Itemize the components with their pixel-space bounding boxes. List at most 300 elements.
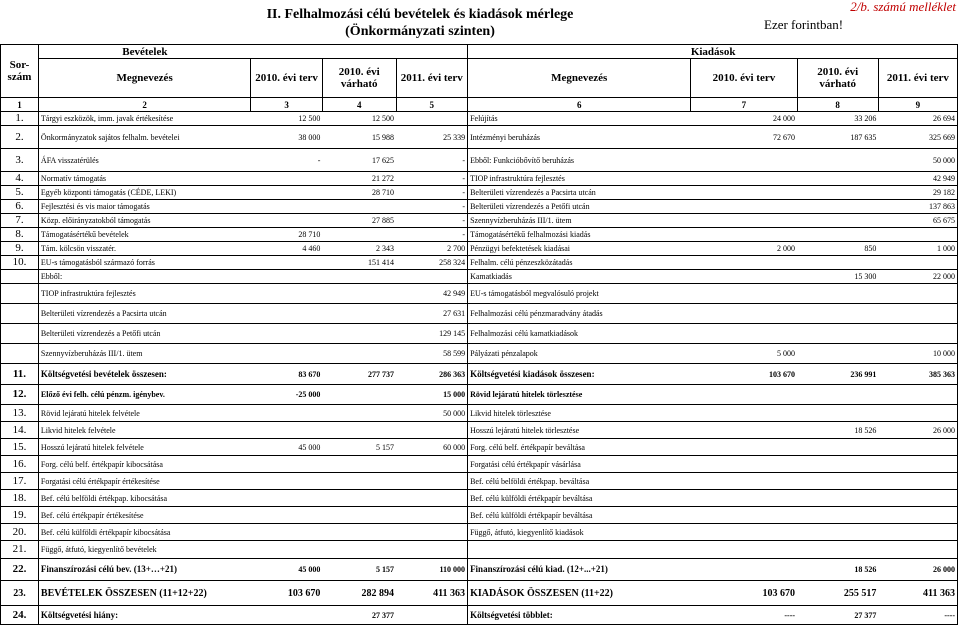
expense-label: Rövid lejáratú hitelek törlesztése	[468, 385, 691, 405]
revenue-plan-2010	[251, 256, 323, 270]
revenue-plan-2011: 60 000	[396, 439, 468, 456]
expense-plan-2010	[691, 324, 797, 344]
revenue-label: Közp. előirányzatokból támogatás	[38, 214, 250, 228]
revenue-plan-2011: 42 949	[396, 284, 468, 304]
revenue-plan-2010: 45 000	[251, 439, 323, 456]
revenue-expected-2010	[322, 304, 396, 324]
expense-label: Pénzügyi befektetések kiadásai	[468, 242, 691, 256]
row-number: 12.	[1, 385, 39, 405]
revenue-plan-2010	[251, 270, 323, 284]
expense-expected-2010	[797, 344, 878, 364]
row-number: 2.	[1, 126, 39, 149]
table-row	[1, 270, 958, 284]
table-row	[1, 439, 958, 456]
revenue-label: Bef. célú külföldi értékpapír kibocsátása	[38, 524, 250, 541]
table-row	[1, 242, 958, 256]
table-row	[1, 456, 958, 473]
revenue-label: Bef. célú értékpapír értékesítése	[38, 507, 250, 524]
expense-expected-2010	[797, 149, 878, 172]
col-index: 4	[322, 98, 396, 112]
expense-label: EU-s támogatásból megvalósuló projekt	[468, 284, 691, 304]
expense-plan-2011	[878, 256, 957, 270]
revenue-expected-2010: 12 500	[322, 112, 396, 126]
expense-plan-2010: 103 670	[691, 581, 797, 606]
expense-expected-2010	[797, 385, 878, 405]
revenue-label: Szennyvízberuházás III/1. ütem	[38, 344, 250, 364]
expense-plan-2011	[878, 490, 957, 507]
revenue-label: Támogatásértékű bevételek	[38, 228, 250, 242]
table-row	[1, 228, 958, 242]
expense-label: Szennyvízberuházás III/1. ütem	[468, 214, 691, 228]
table-row	[1, 304, 958, 324]
expense-plan-2010	[691, 405, 797, 422]
revenue-expected-2010	[322, 541, 396, 559]
revenue-plan-2011: 58 599	[396, 344, 468, 364]
expense-label: Intézményi beruházás	[468, 126, 691, 149]
revenue-plan-2010	[251, 186, 323, 200]
expense-label: Hosszú lejáratú hitelek törlesztése	[468, 422, 691, 439]
revenue-plan-2010	[251, 304, 323, 324]
revenue-plan-2011	[396, 270, 468, 284]
row-number: 22.	[1, 559, 39, 581]
revenue-expected-2010: 27 377	[322, 606, 396, 625]
revenue-label: TIOP infrastruktúra fejlesztés	[38, 284, 250, 304]
revenue-plan-2011: 2 700	[396, 242, 468, 256]
revenue-label: Rövid lejáratú hitelek felvétele	[38, 405, 250, 422]
expense-label: Költségvetési többlet:	[468, 606, 691, 625]
revenue-plan-2010	[251, 507, 323, 524]
revenue-label: Önkormányzatok sajátos felhalm. bevételei	[38, 126, 250, 149]
revenue-label: Belterületi vízrendezés a Pacsirta utcán	[38, 304, 250, 324]
revenue-expected-2010	[322, 524, 396, 541]
col-index: 8	[797, 98, 878, 112]
expense-plan-2011: 10 000	[878, 344, 957, 364]
revenue-label: BEVÉTELEK ÖSSZESEN (11+12+22)	[38, 581, 250, 606]
revenue-label: Normatív támogatás	[38, 172, 250, 186]
revenue-expected-2010	[322, 385, 396, 405]
revenue-plan-2010	[251, 606, 323, 625]
expense-expected-2010	[797, 439, 878, 456]
expense-plan-2011: 385 363	[878, 364, 957, 385]
expense-plan-2011: ----	[878, 606, 957, 625]
row-number: 7.	[1, 214, 39, 228]
expense-label: Kamatkiadás	[468, 270, 691, 284]
expense-expected-2010	[797, 284, 878, 304]
row-number: 1.	[1, 112, 39, 126]
revenue-label: Fejlesztési és vis maior támogatás	[38, 200, 250, 214]
revenue-expected-2010	[322, 507, 396, 524]
revenue-plan-2010	[251, 541, 323, 559]
rev-plan2010-header: 2010. évi terv	[251, 59, 323, 98]
revenue-expected-2010: 27 885	[322, 214, 396, 228]
expense-name-header: Megnevezés	[468, 59, 691, 98]
revenue-expected-2010	[322, 405, 396, 422]
revenue-expected-2010	[322, 490, 396, 507]
expense-plan-2011: 137 863	[878, 200, 957, 214]
row-number: 21.	[1, 541, 39, 559]
table-row	[1, 364, 958, 385]
row-number	[1, 324, 39, 344]
expense-expected-2010: 15 300	[797, 270, 878, 284]
revenue-plan-2010: -25 000	[251, 385, 323, 405]
revenue-expected-2010: 5 157	[322, 559, 396, 581]
exp-plan2010-header: 2010. évi terv	[691, 59, 797, 98]
expense-plan-2011	[878, 456, 957, 473]
revenue-plan-2010: 12 500	[251, 112, 323, 126]
expense-label: Pályázati pénzalapok	[468, 344, 691, 364]
revenue-plan-2011: 258 324	[396, 256, 468, 270]
expense-expected-2010	[797, 456, 878, 473]
revenue-plan-2010: -	[251, 149, 323, 172]
expense-plan-2011	[878, 385, 957, 405]
title-line-1: II. Felhalmozási célú bevételek és kiadások mérlege	[266, 7, 574, 22]
expense-expected-2010	[797, 405, 878, 422]
revenue-plan-2010	[251, 214, 323, 228]
row-number	[1, 270, 39, 284]
revenue-expected-2010	[322, 344, 396, 364]
expense-plan-2011: 26 694	[878, 112, 957, 126]
expense-label: Felhalmozási célú pénzmaradvány átadás	[468, 304, 691, 324]
revenue-expected-2010: 5 157	[322, 439, 396, 456]
row-number: 8.	[1, 228, 39, 242]
expense-plan-2011	[878, 524, 957, 541]
revenue-name-header: Megnevezés	[38, 59, 250, 98]
expense-expected-2010	[797, 304, 878, 324]
expense-plan-2011	[878, 439, 957, 456]
revenue-expected-2010: 21 272	[322, 172, 396, 186]
revenue-plan-2011: 25 339	[396, 126, 468, 149]
revenue-label: Bef. célú belföldi értékpap. kibocsátása	[38, 490, 250, 507]
expense-expected-2010	[797, 186, 878, 200]
row-number: 14.	[1, 422, 39, 439]
revenue-plan-2011: 50 000	[396, 405, 468, 422]
row-number: 13.	[1, 405, 39, 422]
table-row	[1, 214, 958, 228]
revenue-expected-2010: 15 988	[322, 126, 396, 149]
expense-plan-2011: 65 675	[878, 214, 957, 228]
row-number: 5.	[1, 186, 39, 200]
expense-plan-2011: 29 182	[878, 186, 957, 200]
expense-expected-2010	[797, 473, 878, 490]
revenue-plan-2011	[396, 112, 468, 126]
expense-expected-2010	[797, 507, 878, 524]
expense-plan-2010: 103 670	[691, 364, 797, 385]
expense-plan-2010	[691, 507, 797, 524]
revenue-plan-2011: -	[396, 172, 468, 186]
revenue-plan-2011: -	[396, 228, 468, 242]
table-row	[1, 559, 958, 581]
expense-plan-2010	[691, 284, 797, 304]
revenue-plan-2011: -	[396, 186, 468, 200]
revenue-plan-2010	[251, 490, 323, 507]
expense-plan-2011: 411 363	[878, 581, 957, 606]
expense-plan-2010: 72 670	[691, 126, 797, 149]
table-row	[1, 581, 958, 606]
revenue-label: Tárgyi eszközök, imm. javak értékesítése	[38, 112, 250, 126]
expense-label: Bef. célú belföldi értékpap. beváltása	[468, 473, 691, 490]
expense-expected-2010	[797, 214, 878, 228]
table-row	[1, 126, 958, 149]
expense-plan-2010	[691, 439, 797, 456]
expense-plan-2011: 1 000	[878, 242, 957, 256]
revenue-plan-2010	[251, 524, 323, 541]
expense-plan-2010	[691, 149, 797, 172]
table-row	[1, 541, 958, 559]
revenue-label: Hosszú lejáratú hitelek felvétele	[38, 439, 250, 456]
row-number: 20.	[1, 524, 39, 541]
col-index: 5	[396, 98, 468, 112]
row-number: 24.	[1, 606, 39, 625]
table-row	[1, 186, 958, 200]
expense-expected-2010	[797, 228, 878, 242]
expense-plan-2011: 22 000	[878, 270, 957, 284]
expense-expected-2010: 850	[797, 242, 878, 256]
revenue-label: Költségvetési hiány:	[38, 606, 250, 625]
table-row	[1, 490, 958, 507]
expense-label	[468, 541, 691, 559]
row-number: 16.	[1, 456, 39, 473]
revenue-plan-2011	[396, 490, 468, 507]
table-row	[1, 284, 958, 304]
revenue-plan-2011	[396, 541, 468, 559]
expense-plan-2011: 325 669	[878, 126, 957, 149]
expense-plan-2010	[691, 456, 797, 473]
expense-label: Függő, átfutó, kiegyenlítő kiadások	[468, 524, 691, 541]
expense-plan-2010	[691, 524, 797, 541]
expense-label: Felhalmozási célú kamatkiadások	[468, 324, 691, 344]
row-number: 19.	[1, 507, 39, 524]
table-row	[1, 507, 958, 524]
expense-plan-2010	[691, 256, 797, 270]
expense-label: TIOP infrastruktúra fejlesztés	[468, 172, 691, 186]
revenue-expected-2010: 151 414	[322, 256, 396, 270]
expense-expected-2010: 255 517	[797, 581, 878, 606]
expense-expected-2010	[797, 324, 878, 344]
row-number: 17.	[1, 473, 39, 490]
table-row	[1, 344, 958, 364]
expense-plan-2010: ----	[691, 606, 797, 625]
revenue-group-header: Bevételek	[38, 45, 250, 59]
revenue-expected-2010: 17 625	[322, 149, 396, 172]
expense-plan-2011: 26 000	[878, 422, 957, 439]
revenue-label: Költségvetési bevételek összesen:	[38, 364, 250, 385]
revenue-plan-2011: 286 363	[396, 364, 468, 385]
table-row	[1, 149, 958, 172]
revenue-plan-2010: 103 670	[251, 581, 323, 606]
expense-plan-2010: 5 000	[691, 344, 797, 364]
col-index: 2	[38, 98, 250, 112]
expense-label: KIADÁSOK ÖSSZESEN (11+22)	[468, 581, 691, 606]
expense-plan-2010	[691, 186, 797, 200]
revenue-label: Likvid hitelek felvétele	[38, 422, 250, 439]
revenue-plan-2010	[251, 200, 323, 214]
table-row	[1, 524, 958, 541]
col-index: 7	[691, 98, 797, 112]
revenue-expected-2010: 28 710	[322, 186, 396, 200]
revenue-expected-2010	[322, 456, 396, 473]
row-number: 15.	[1, 439, 39, 456]
expense-expected-2010: 236 991	[797, 364, 878, 385]
revenue-label: Tám. kölcsön visszatér.	[38, 242, 250, 256]
row-number: 3.	[1, 149, 39, 172]
revenue-plan-2010	[251, 473, 323, 490]
revenue-plan-2011	[396, 606, 468, 625]
revenue-label: Belterületi vízrendezés a Petőfi utcán	[38, 324, 250, 344]
exp-plan2011-header: 2011. évi terv	[878, 59, 957, 98]
expense-plan-2010	[691, 214, 797, 228]
revenue-plan-2011: 15 000	[396, 385, 468, 405]
document-title	[200, 6, 640, 40]
seq-header: Sor-szám	[1, 45, 39, 98]
rev-exp2010-header: 2010. évi várható	[322, 59, 396, 98]
revenue-plan-2010: 28 710	[251, 228, 323, 242]
revenue-plan-2010: 45 000	[251, 559, 323, 581]
expense-label: Likvid hitelek törlesztése	[468, 405, 691, 422]
expense-label: Forg. célú belf. értékpapír beváltása	[468, 439, 691, 456]
revenue-plan-2010	[251, 284, 323, 304]
expense-expected-2010	[797, 524, 878, 541]
revenue-label: Függő, átfutó, kiegyenlítő bevételek	[38, 541, 250, 559]
revenue-plan-2011	[396, 456, 468, 473]
expense-plan-2011	[878, 473, 957, 490]
expense-plan-2010: 2 000	[691, 242, 797, 256]
revenue-label: Ebből:	[38, 270, 250, 284]
expense-expected-2010	[797, 541, 878, 559]
expense-plan-2010	[691, 304, 797, 324]
expense-plan-2010	[691, 270, 797, 284]
table-row	[1, 324, 958, 344]
revenue-plan-2010	[251, 405, 323, 422]
row-number: 11.	[1, 364, 39, 385]
expense-label: Felújítás	[468, 112, 691, 126]
expense-plan-2011	[878, 228, 957, 242]
expense-plan-2010: 24 000	[691, 112, 797, 126]
expense-label: Finanszírozási célú kiad. (12+...+21)	[468, 559, 691, 581]
row-number: 6.	[1, 200, 39, 214]
expense-plan-2011	[878, 304, 957, 324]
revenue-plan-2010	[251, 324, 323, 344]
revenue-plan-2011: 110 000	[396, 559, 468, 581]
table-row	[1, 606, 958, 625]
revenue-label: Előző évi felh. célú pénzm. igénybev.	[38, 385, 250, 405]
expense-expected-2010: 18 526	[797, 559, 878, 581]
revenue-plan-2011	[396, 422, 468, 439]
revenue-plan-2010: 4 460	[251, 242, 323, 256]
expense-expected-2010	[797, 256, 878, 270]
expense-label: Forgatási célú értékpapír vásárlása	[468, 456, 691, 473]
balance-table	[0, 44, 958, 625]
table-row	[1, 405, 958, 422]
expense-plan-2010	[691, 172, 797, 186]
expense-plan-2010	[691, 490, 797, 507]
row-number: 10.	[1, 256, 39, 270]
col-index: 9	[878, 98, 957, 112]
expense-label: Bef. célú külföldi értékpapír beváltása	[468, 507, 691, 524]
expense-plan-2010	[691, 559, 797, 581]
revenue-expected-2010	[322, 324, 396, 344]
revenue-expected-2010	[322, 284, 396, 304]
revenue-label: Egyéb központi támogatás (CÉDE, LEKI)	[38, 186, 250, 200]
revenue-label: Forg. célú belf. értékpapír kibocsátása	[38, 456, 250, 473]
row-number: 4.	[1, 172, 39, 186]
revenue-plan-2010	[251, 456, 323, 473]
expense-plan-2010	[691, 422, 797, 439]
row-number	[1, 284, 39, 304]
revenue-plan-2011	[396, 524, 468, 541]
rev-plan2011-header: 2011. évi terv	[396, 59, 468, 98]
currency-note: Ezer forintban!	[764, 17, 844, 32]
revenue-expected-2010: 277 737	[322, 364, 396, 385]
expense-expected-2010	[797, 490, 878, 507]
revenue-plan-2010	[251, 344, 323, 364]
expense-label: Belterületi vízrendezés a Petőfi utcán	[468, 200, 691, 214]
expense-expected-2010: 187 635	[797, 126, 878, 149]
revenue-plan-2010	[251, 422, 323, 439]
table-row	[1, 385, 958, 405]
col-index: 1	[1, 98, 39, 112]
table-row	[1, 422, 958, 439]
table-row	[1, 473, 958, 490]
expense-expected-2010: 33 206	[797, 112, 878, 126]
revenue-expected-2010: 2 343	[322, 242, 396, 256]
revenue-label: Finanszírozási célú bev. (13+…+21)	[38, 559, 250, 581]
revenue-plan-2011: -	[396, 200, 468, 214]
expense-label: Felhalm. célú pénzeszközátadás	[468, 256, 691, 270]
revenue-plan-2011: -	[396, 214, 468, 228]
col-index: 6	[468, 98, 691, 112]
revenue-expected-2010: 282 894	[322, 581, 396, 606]
expense-label: Ebből: Funkcióbővítő beruházás	[468, 149, 691, 172]
column-index-row	[1, 98, 958, 112]
revenue-expected-2010	[322, 200, 396, 214]
row-number: 18.	[1, 490, 39, 507]
expense-plan-2011	[878, 284, 957, 304]
revenue-expected-2010	[322, 473, 396, 490]
expense-plan-2010	[691, 200, 797, 214]
title-line-2: (Önkormányzati szinten)	[345, 24, 495, 39]
exp-exp2010-header: 2010. évi várható	[797, 59, 878, 98]
expense-plan-2011: 26 000	[878, 559, 957, 581]
row-number: 23.	[1, 581, 39, 606]
expense-plan-2011	[878, 405, 957, 422]
expense-plan-2011	[878, 541, 957, 559]
table-row	[1, 200, 958, 214]
expense-group-header: Kiadások	[691, 45, 879, 59]
revenue-label: EU-s támogatásból származó forrás	[38, 256, 250, 270]
revenue-plan-2010: 38 000	[251, 126, 323, 149]
revenue-plan-2011: 411 363	[396, 581, 468, 606]
expense-label: Támogatásértékű felhalmozási kiadás	[468, 228, 691, 242]
expense-plan-2011: 50 000	[878, 149, 957, 172]
expense-expected-2010	[797, 172, 878, 186]
revenue-plan-2010: 83 670	[251, 364, 323, 385]
revenue-plan-2011: 27 631	[396, 304, 468, 324]
row-number: 9.	[1, 242, 39, 256]
expense-expected-2010	[797, 200, 878, 214]
revenue-expected-2010	[322, 228, 396, 242]
expense-label: Bef. célú külföldi értékpapír beváltása	[468, 490, 691, 507]
revenue-expected-2010	[322, 422, 396, 439]
expense-label: Költségvetési kiadások összesen:	[468, 364, 691, 385]
revenue-plan-2010	[251, 172, 323, 186]
expense-plan-2010	[691, 541, 797, 559]
expense-plan-2011	[878, 507, 957, 524]
revenue-plan-2011: -	[396, 149, 468, 172]
expense-plan-2011	[878, 324, 957, 344]
table-row	[1, 112, 958, 126]
expense-label: Belterületi vízrendezés a Pacsirta utcán	[468, 186, 691, 200]
annex-label: 2/b. számú melléklet	[850, 0, 956, 14]
